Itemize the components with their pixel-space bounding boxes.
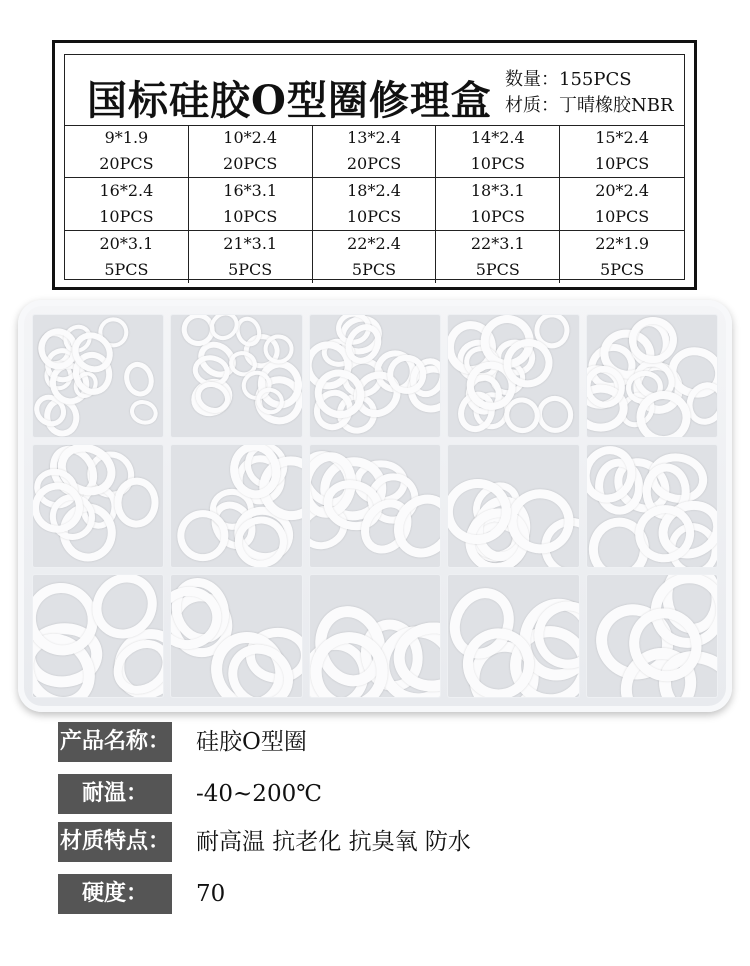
hardness-label: 硬度： — [58, 874, 172, 914]
spec-meta — [505, 67, 674, 119]
tray-compartment — [447, 314, 579, 438]
tray-compartment — [586, 314, 718, 438]
spec-box — [52, 40, 697, 290]
count-label: 5PCS — [475, 260, 520, 279]
size-label: 9*1.9 — [104, 128, 149, 147]
count-label: 10PCS — [346, 207, 402, 226]
product-title: 国标硅胶O型圈修理盒 — [87, 77, 492, 124]
o-ring-image — [120, 358, 158, 400]
count-label: 5PCS — [600, 260, 645, 279]
size-label: 21*3.1 — [223, 234, 278, 253]
o-ring-image — [629, 317, 677, 363]
product-photo — [18, 300, 732, 712]
count-label: 10PCS — [223, 207, 278, 226]
size-cell — [436, 125, 560, 178]
size-label: 13*2.4 — [347, 128, 401, 147]
size-label: 22*2.4 — [347, 234, 401, 253]
count-label: 10PCS — [470, 207, 525, 226]
o-ring-image — [113, 477, 159, 528]
size-label: 20*3.1 — [99, 234, 154, 253]
count-label: 20PCS — [346, 154, 402, 173]
tray-compartment — [586, 444, 718, 568]
size-cell — [65, 178, 189, 231]
tray-compartment — [309, 574, 441, 698]
size-cell — [189, 125, 313, 178]
size-cell — [65, 125, 189, 178]
size-cell — [436, 178, 560, 231]
name-value: 硅胶O型圈 — [196, 729, 307, 755]
tray-compartment — [309, 314, 441, 438]
tray-compartment — [170, 574, 302, 698]
size-cell — [313, 125, 437, 178]
count-label: 20PCS — [99, 154, 154, 173]
tray-compartment — [447, 574, 579, 698]
tray-compartment — [170, 314, 302, 438]
size-cell — [189, 178, 313, 231]
tray-compartment — [586, 574, 718, 698]
count-label: 5PCS — [104, 260, 149, 279]
tray-compartment — [309, 444, 441, 568]
size-label: 22*1.9 — [595, 234, 649, 253]
size-cell — [560, 178, 684, 231]
size-label: 18*2.4 — [347, 181, 401, 200]
spec-table — [64, 54, 685, 280]
size-cell — [65, 231, 189, 283]
count-label: 5PCS — [351, 260, 397, 279]
tray-compartment — [170, 444, 302, 568]
size-cell — [189, 231, 313, 283]
count-label: 10PCS — [470, 154, 525, 173]
tray-compartment — [32, 314, 164, 438]
size-cell — [560, 125, 684, 178]
size-cell — [313, 178, 437, 231]
size-label: 16*3.1 — [223, 181, 278, 200]
count-label: 5PCS — [228, 260, 273, 279]
temp-label: 耐温： — [58, 774, 172, 814]
count-label: 10PCS — [594, 154, 650, 173]
count-label: 10PCS — [594, 207, 650, 226]
size-cell — [313, 231, 437, 283]
size-cell — [560, 231, 684, 283]
count-label: 20PCS — [223, 154, 278, 173]
hardness-value: 70 — [196, 881, 226, 907]
tray-compartment — [32, 574, 164, 698]
o-ring-image — [127, 396, 162, 428]
quantity-text: 数量：155PCS — [505, 69, 632, 90]
feature-value: 耐高温 抗老化 抗臭氧 防水 — [196, 829, 471, 855]
size-label: 14*2.4 — [470, 128, 525, 147]
size-cell — [436, 231, 560, 283]
name-label: 产品名称： — [58, 722, 172, 762]
tray-compartments — [32, 314, 718, 698]
spec-header — [65, 55, 684, 126]
temp-value: -40~200℃ — [196, 781, 322, 807]
count-label: 10PCS — [99, 207, 154, 226]
tray-compartment — [32, 444, 164, 568]
size-grid — [65, 125, 684, 279]
size-label: 18*3.1 — [470, 181, 525, 200]
size-label: 20*2.4 — [595, 181, 649, 200]
size-label: 16*2.4 — [99, 181, 154, 200]
size-label: 22*3.1 — [470, 234, 525, 253]
size-label: 15*2.4 — [595, 128, 649, 147]
feature-label: 材质特点： — [58, 822, 172, 862]
size-label: 10*2.4 — [223, 128, 278, 147]
material-text: 材质：丁晴橡胶NBR — [505, 95, 674, 116]
tray-compartment — [447, 444, 579, 568]
